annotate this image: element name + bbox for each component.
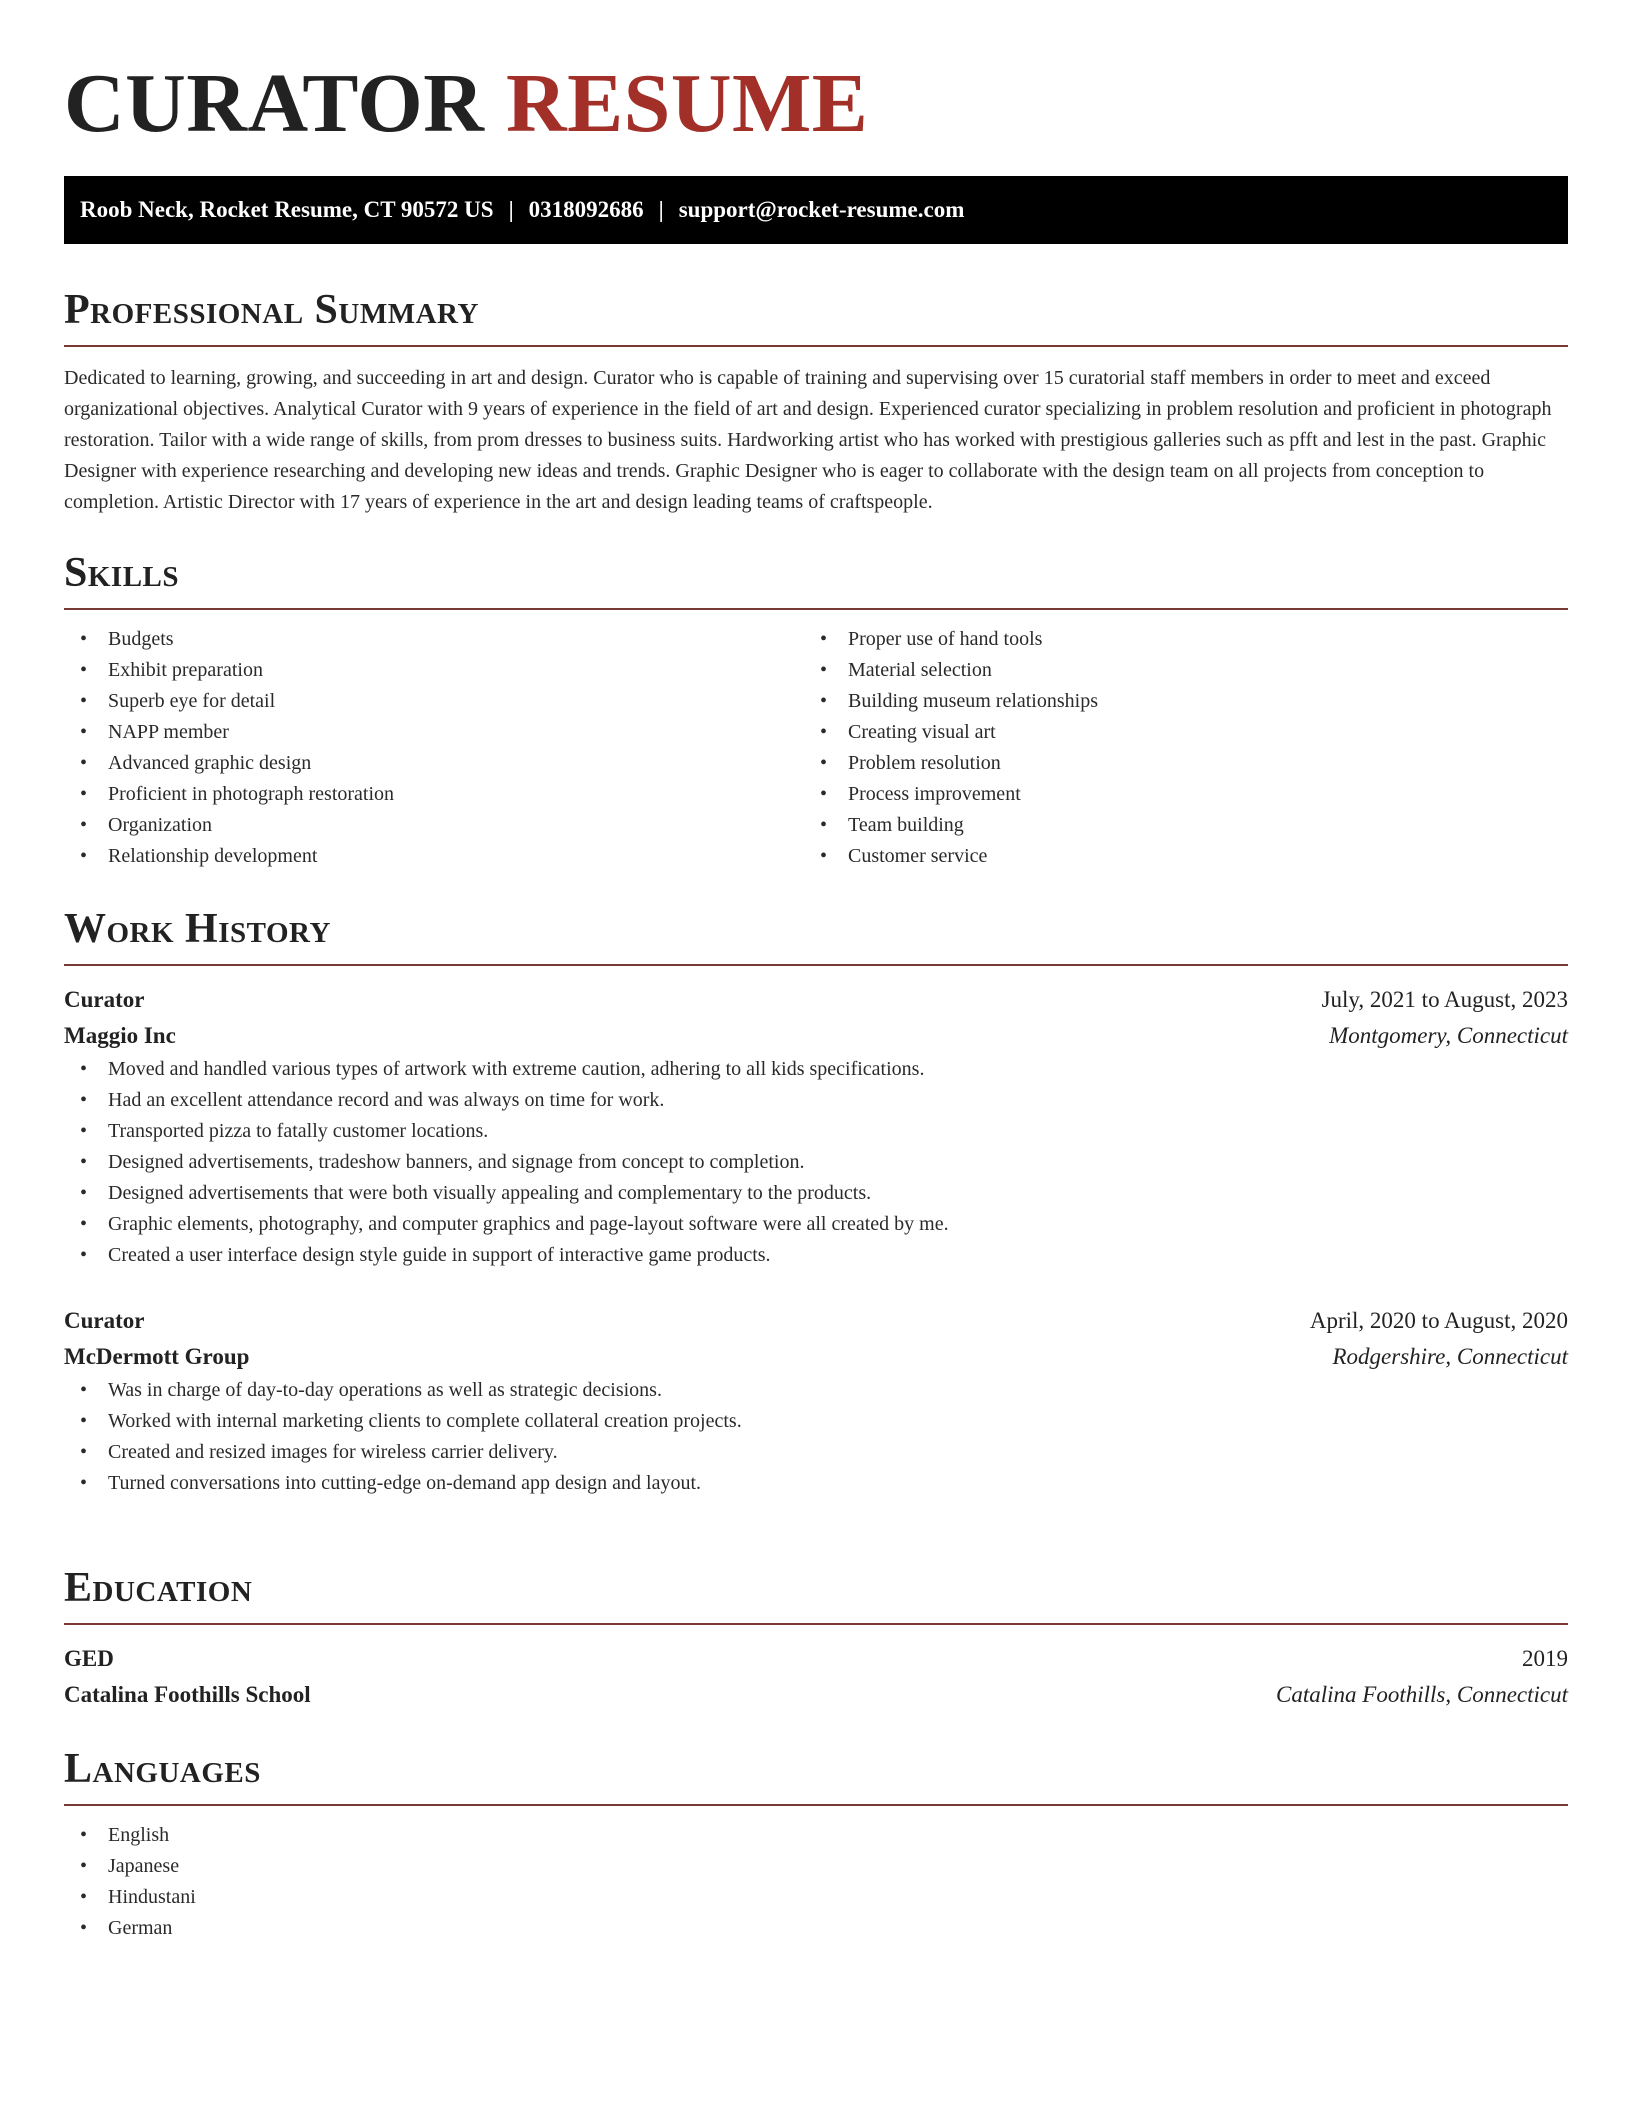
job-company: McDermott Group [64,1344,250,1369]
skill-item: • Proper use of hand tools [804,624,1544,655]
contact-separator: | [658,197,664,222]
skills-columns [64,624,1568,872]
skill-item: • Proficient in photograph restoration [64,779,804,810]
skill-item: • Customer service [804,841,1544,872]
work-history-section [64,902,1568,1499]
section-divider [64,964,1568,966]
language-item: • German [64,1913,1568,1944]
section-divider [64,608,1568,610]
skill-item: • Organization [64,810,804,841]
job-company: Maggio Inc [64,1023,176,1048]
job-location: Rodgershire, Connecticut [1332,1344,1568,1369]
title-part-curator: CURATOR [64,57,485,150]
job-duty: • Worked with internal marketing clients to complete collateral creation projects. [64,1406,1568,1437]
job-entry [64,982,1568,1271]
skill-item: • Exhibit preparation [64,655,804,686]
job-duty: • Created and resized images for wireless carrier delivery. [64,1437,1568,1468]
education-degree: GED [64,1646,114,1671]
education-entry [64,1641,1568,1713]
job-title: Curator [64,1308,145,1333]
resume-title [64,58,868,150]
job-duty: • Graphic elements, photography, and computer graphics and page-layout software were all created by me. [64,1209,1568,1240]
education-school: Catalina Foothills School [64,1682,311,1707]
languages-list [64,1820,1568,1944]
language-item: • Japanese [64,1851,1568,1882]
education-heading: Education [64,1565,253,1611]
languages-heading: Languages [64,1746,261,1792]
contact-bar [64,176,1568,244]
skills-section [64,546,1568,872]
section-divider [64,345,1568,347]
skills-column-left [64,624,804,872]
section-divider [64,1623,1568,1625]
job-duty: • Designed advertisements that were both visually appealing and complementary to the products. [64,1178,1568,1209]
education-section [64,1561,1568,1713]
skills-list-left [64,624,804,872]
job-duty: • Was in charge of day-to-day operations as well as strategic decisions. [64,1375,1568,1406]
skill-item: • Problem resolution [804,748,1544,779]
contact-address: Roob Neck, Rocket Resume, CT 90572 US [80,197,494,222]
skills-heading: Skills [64,550,180,596]
skill-item: • Relationship development [64,841,804,872]
work-history-heading: Work History [64,906,331,952]
skill-item: • Superb eye for detail [64,686,804,717]
section-divider [64,1804,1568,1806]
job-duties-list [64,1375,1568,1499]
job-duty: • Had an excellent attendance record and was always on time for work. [64,1085,1568,1116]
job-duty: • Moved and handled various types of artwork with extreme caution, adhering to all kids specifications. [64,1054,1568,1085]
job-title: Curator [64,987,145,1012]
education-location: Catalina Foothills, Connecticut [1276,1682,1568,1707]
job-duty: • Turned conversations into cutting-edge on-demand app design and layout. [64,1468,1568,1499]
contact-email: support@rocket-resume.com [678,197,965,222]
job-location: Montgomery, Connecticut [1329,1023,1568,1048]
job-dates: July, 2021 to August, 2023 [1321,987,1568,1012]
contact-separator: | [508,197,514,222]
education-year: 2019 [1522,1646,1568,1671]
skill-item: • Budgets [64,624,804,655]
job-duties-list [64,1054,1568,1271]
job-dates: April, 2020 to August, 2020 [1309,1308,1568,1333]
language-item: • Hindustani [64,1882,1568,1913]
skill-item: • Advanced graphic design [64,748,804,779]
skill-item: • NAPP member [64,717,804,748]
job-duty: • Created a user interface design style guide in support of interactive game products. [64,1240,1568,1271]
languages-section [64,1742,1568,1944]
skill-item: • Creating visual art [804,717,1544,748]
skills-list-right [804,624,1544,872]
summary-text: Dedicated to learning, growing, and succeeding in art and design. Curator who is capable of training and supervising over 15 curatorial staff members in order to meet and exceed organizational objectives. Analytical Curator with 9 years of experience in the field of art and design. Experienced curator specializing in problem resolution and proficient in photograph restoration. Tailor with a wide range of skills, from prom dresses to business suits. Hardworking artist who has worked with prestigious galleries such as pfft and lest in the past. Graphic Designer with experience researching and developing new ideas and trends. Graphic Designer who is eager to collaborate with the design team on all projects from conception to completion. Artistic Director with 17 years of experience in the art and design leading teams of craftspeople. [64,367,1552,513]
language-item: • English [64,1820,1568,1851]
summary-section [64,283,1568,518]
skill-item: • Team building [804,810,1544,841]
contact-phone: 0318092686 [528,197,644,222]
job-duty: • Designed advertisements, tradeshow banners, and signage from concept to completion. [64,1147,1568,1178]
title-part-resume: RESUME [505,57,869,150]
skill-item: • Process improvement [804,779,1544,810]
summary-heading: Professional Summary [64,287,479,333]
job-duty: • Transported pizza to fatally customer locations. [64,1116,1568,1147]
skill-item: • Material selection [804,655,1544,686]
job-entry [64,1303,1568,1499]
skill-item: • Building museum relationships [804,686,1544,717]
skills-column-right [804,624,1544,872]
